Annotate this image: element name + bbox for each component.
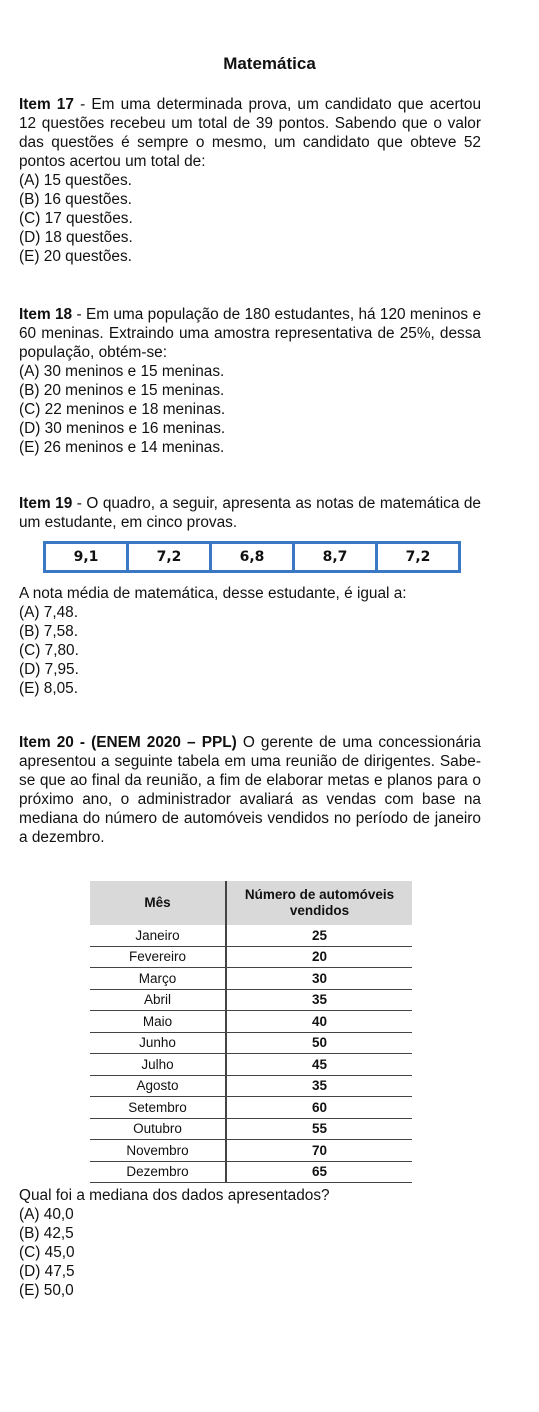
month-cell: Junho bbox=[90, 1032, 226, 1054]
question-17 bbox=[19, 95, 481, 266]
value-cell: 35 bbox=[226, 1075, 412, 1097]
question-18 bbox=[19, 305, 481, 457]
question-20-text: O gerente de uma concessionária apresentou a seguinte tabela em uma reunião de dirigentes. Sabe-se que ao final da reunião, a fim de elaborar metas e planos para o próximo ano, o administrador avaliará as vendas com base na mediana do número de automóveis vendidos no período de janeiro a dezembro. bbox=[19, 734, 481, 846]
value-cell: 60 bbox=[226, 1097, 412, 1119]
question-20-label: Item 20 - (ENEM 2020 – PPL) bbox=[19, 734, 237, 751]
option-d[interactable]: (D) 30 meninos e 16 meninas. bbox=[19, 420, 226, 437]
option-b[interactable]: (B) 7,58. bbox=[19, 623, 79, 640]
question-20-question: Qual foi a mediana dos dados apresentados? bbox=[19, 1187, 330, 1204]
option-e[interactable]: (E) 20 questões. bbox=[19, 248, 132, 265]
value-cell: 55 bbox=[226, 1118, 412, 1140]
table-row bbox=[90, 1161, 412, 1183]
value-cell: 50 bbox=[226, 1032, 412, 1054]
cars-table bbox=[90, 881, 412, 1183]
month-cell: Outubro bbox=[90, 1118, 226, 1140]
grade-cell: 9,1 bbox=[45, 543, 128, 572]
question-18-options bbox=[19, 362, 481, 457]
header-month: Mês bbox=[90, 881, 226, 925]
question-18-label: Item 18 bbox=[19, 306, 73, 323]
grades-table bbox=[43, 541, 461, 573]
option-e[interactable]: (E) 26 meninos e 14 meninas. bbox=[19, 439, 225, 456]
question-19-text: - O quadro, a seguir, apresenta as notas de matemática de um estudante, em cinco provas. bbox=[19, 495, 481, 531]
option-b[interactable]: (B) 20 meninos e 15 meninas. bbox=[19, 382, 225, 399]
value-cell: 30 bbox=[226, 968, 412, 990]
question-19-answers bbox=[19, 584, 481, 698]
question-18-stem bbox=[19, 305, 481, 362]
question-17-stem bbox=[19, 95, 481, 171]
table-row bbox=[90, 1032, 412, 1054]
question-20 bbox=[19, 733, 481, 847]
value-cell: 25 bbox=[226, 925, 412, 946]
table-row bbox=[90, 968, 412, 990]
option-d[interactable]: (D) 47,5 bbox=[19, 1263, 75, 1280]
option-a[interactable]: (A) 30 meninos e 15 meninas. bbox=[19, 363, 225, 380]
option-c[interactable]: (C) 22 meninos e 18 meninas. bbox=[19, 401, 226, 418]
month-cell: Abril bbox=[90, 989, 226, 1011]
option-e[interactable]: (E) 50,0 bbox=[19, 1282, 74, 1299]
option-c[interactable]: (C) 17 questões. bbox=[19, 210, 133, 227]
question-19-options bbox=[19, 603, 481, 698]
option-c[interactable]: (C) 45,0 bbox=[19, 1244, 75, 1261]
month-cell: Setembro bbox=[90, 1097, 226, 1119]
page-title: Matemática bbox=[223, 54, 316, 73]
value-cell: 45 bbox=[226, 1054, 412, 1076]
month-cell: Dezembro bbox=[90, 1161, 226, 1183]
month-cell: Janeiro bbox=[90, 925, 226, 946]
question-17-options bbox=[19, 171, 481, 266]
table-row bbox=[90, 1075, 412, 1097]
option-b[interactable]: (B) 42,5 bbox=[19, 1225, 74, 1242]
table-row bbox=[90, 989, 412, 1011]
month-cell: Julho bbox=[90, 1054, 226, 1076]
value-cell: 40 bbox=[226, 1011, 412, 1033]
question-19-question: A nota média de matemática, desse estudante, é igual a: bbox=[19, 585, 407, 602]
table-row bbox=[90, 1011, 412, 1033]
month-cell: Novembro bbox=[90, 1140, 226, 1162]
value-cell: 35 bbox=[226, 989, 412, 1011]
month-cell: Agosto bbox=[90, 1075, 226, 1097]
value-cell: 20 bbox=[226, 946, 412, 968]
option-c[interactable]: (C) 7,80. bbox=[19, 642, 79, 659]
question-17-label: Item 17 bbox=[19, 96, 74, 113]
question-19-label: Item 19 bbox=[19, 495, 73, 512]
grades-row bbox=[45, 543, 460, 572]
question-18-text: - Em uma população de 180 estudantes, há 120 meninos e 60 meninas. Extraindo uma amostra representativa de 25%, dessa população, obtém-se: bbox=[19, 306, 482, 361]
value-cell: 70 bbox=[226, 1140, 412, 1162]
table-header-row bbox=[90, 881, 412, 925]
option-d[interactable]: (D) 7,95. bbox=[19, 661, 79, 678]
grade-cell: 7,2 bbox=[377, 543, 460, 572]
header-cars-sold: Número de automóveis vendidos bbox=[226, 881, 412, 925]
option-a[interactable]: (A) 7,48. bbox=[19, 604, 79, 621]
grade-cell: 7,2 bbox=[128, 543, 211, 572]
option-a[interactable]: (A) 15 questões. bbox=[19, 172, 132, 189]
table-row bbox=[90, 1097, 412, 1119]
option-a[interactable]: (A) 40,0 bbox=[19, 1206, 74, 1223]
option-d[interactable]: (D) 18 questões. bbox=[19, 229, 133, 246]
month-cell: Maio bbox=[90, 1011, 226, 1033]
option-b[interactable]: (B) 16 questões. bbox=[19, 191, 132, 208]
table-row bbox=[90, 1140, 412, 1162]
question-20-options bbox=[19, 1205, 481, 1300]
grade-cell: 6,8 bbox=[211, 543, 294, 572]
table-row bbox=[90, 1054, 412, 1076]
question-19 bbox=[19, 494, 481, 532]
question-19-stem bbox=[19, 494, 481, 532]
month-cell: Fevereiro bbox=[90, 946, 226, 968]
table-row bbox=[90, 946, 412, 968]
month-cell: Março bbox=[90, 968, 226, 990]
value-cell: 65 bbox=[226, 1161, 412, 1183]
table-row bbox=[90, 925, 412, 946]
table-row bbox=[90, 1118, 412, 1140]
question-20-stem bbox=[19, 733, 481, 847]
option-e[interactable]: (E) 8,05. bbox=[19, 680, 79, 697]
grade-cell: 8,7 bbox=[294, 543, 377, 572]
question-20-answers bbox=[19, 1186, 481, 1300]
question-17-text: - Em uma determinada prova, um candidato que acertou 12 questões recebeu um total de 39 pontos. Sabendo que o valor das questões é sempre o mesmo, um candidato que obteve 52 pontos acertou um total de: bbox=[19, 96, 482, 170]
